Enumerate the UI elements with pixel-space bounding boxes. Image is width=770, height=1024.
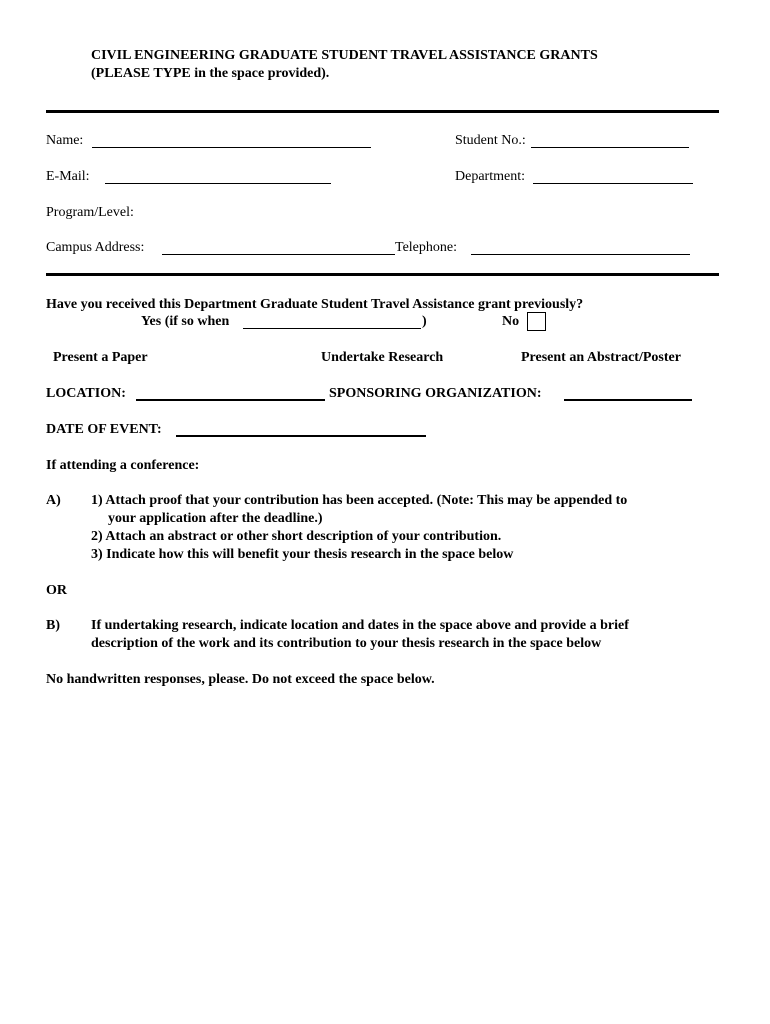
- instruction-b-line1: If undertaking research, indicate location and dates in the space above and provide a brief: [91, 618, 629, 633]
- sponsoring-organization-label: SPONSORING ORGANIZATION:: [329, 386, 542, 401]
- sponsoring-organization-field[interactable]: [564, 399, 692, 401]
- email-label: E-Mail:: [46, 169, 90, 184]
- telephone-label: Telephone:: [395, 240, 457, 255]
- section-divider: [46, 273, 719, 276]
- purpose-present-abstract-poster[interactable]: Present an Abstract/Poster: [521, 350, 681, 365]
- instruction-a3: 3) Indicate how this will benefit your thesis research in the space below: [91, 547, 514, 562]
- student-no-label: Student No.:: [455, 133, 526, 148]
- no-label: No: [502, 314, 520, 329]
- name-field[interactable]: [92, 147, 371, 148]
- location-field[interactable]: [136, 399, 325, 401]
- top-divider: [46, 110, 719, 113]
- student-no-field[interactable]: [531, 147, 689, 148]
- campus-address-field[interactable]: [162, 254, 395, 255]
- department-label: Department:: [455, 169, 525, 184]
- option-a-marker: A): [46, 493, 61, 508]
- date-of-event-field[interactable]: [176, 435, 426, 437]
- no-checkbox[interactable]: [527, 312, 546, 331]
- department-field[interactable]: [533, 183, 693, 184]
- form-subtitle: (PLEASE TYPE in the space provided).: [91, 66, 330, 81]
- instruction-b-line2: description of the work and its contribution to your thesis research in the space below: [91, 636, 602, 651]
- program-label: Program/Level:: [46, 205, 134, 220]
- response-area[interactable]: [46, 700, 719, 1000]
- conference-heading: If attending a conference:: [46, 458, 200, 473]
- date-of-event-label: DATE OF EVENT:: [46, 422, 162, 437]
- instruction-a1-line1: 1) Attach proof that your contribution has been accepted. (Note: This may be appended to: [91, 493, 628, 508]
- instruction-a1-line2: your application after the deadline.): [108, 511, 323, 526]
- yes-label: Yes (if so when: [141, 314, 230, 329]
- purpose-undertake-research[interactable]: Undertake Research: [321, 350, 444, 365]
- name-label: Name:: [46, 133, 84, 148]
- or-separator: OR: [46, 583, 67, 598]
- yes-close-paren: ): [422, 314, 427, 329]
- location-label: LOCATION:: [46, 386, 126, 401]
- telephone-field[interactable]: [471, 254, 690, 255]
- campus-address-label: Campus Address:: [46, 240, 145, 255]
- previous-grant-date-field[interactable]: [243, 328, 421, 329]
- purpose-present-paper[interactable]: Present a Paper: [53, 350, 148, 365]
- previous-grant-question: Have you received this Department Graduate Student Travel Assistance grant previously?: [46, 297, 584, 312]
- form-title: CIVIL ENGINEERING GRADUATE STUDENT TRAVEL ASSISTANCE GRANTS: [91, 48, 598, 63]
- instruction-a2: 2) Attach an abstract or other short description of your contribution.: [91, 529, 502, 544]
- option-b-marker: B): [46, 618, 60, 633]
- footer-note: No handwritten responses, please. Do not exceed the space below.: [46, 672, 435, 687]
- email-field[interactable]: [105, 183, 331, 184]
